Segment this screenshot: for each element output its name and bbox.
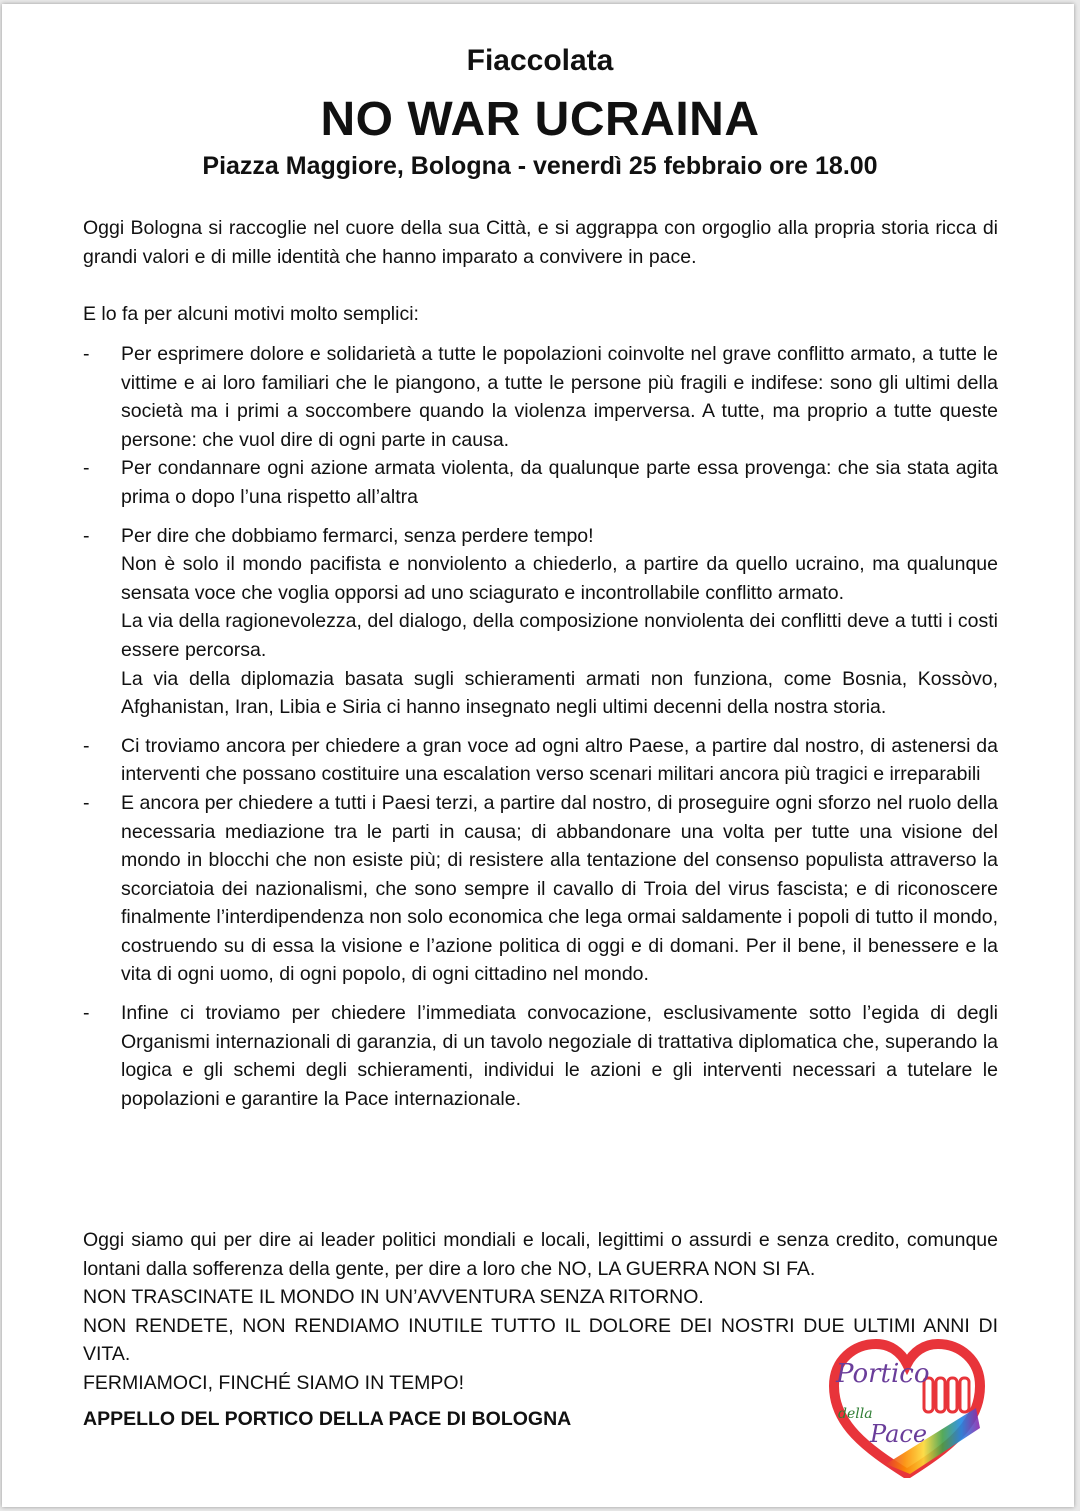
list-item — [83, 999, 998, 1113]
event-place-date: Piazza Maggiore, Bologna - venerdì 25 febbraio ore 18.00 — [202, 152, 878, 180]
bullet-dash: - — [83, 791, 90, 814]
logo-word-portico: Portico — [836, 1359, 930, 1389]
intro-text: Oggi Bologna si raccoglie nel cuore della sua Città, e si aggrappa con orgoglio alla propria storia ricca di grandi valori e di mille identità che hanno imparato a convivere in pace. — [83, 217, 998, 268]
bullet-dash: - — [83, 524, 90, 547]
bullet-dash: - — [83, 734, 90, 757]
closing-text: Oggi siamo qui per dire ai leader politici mondiali e locali, legittimi o assurdi e senza credito, comunque lontani dalla sofferenza della gente, per dire a loro che NO, LA GUERRA NON SI FA. — [83, 1229, 998, 1280]
list-item-text: Infine ci troviamo per chiedere l’immediata convocazione, esclusivamente sotto l’egida di degli Organismi internazionali di garanzia, di un tavolo negoziale di trattativa diplomatica che, superando la logica e gli schemi degli schieramenti, individui le azioni e gli interventi necessari a tutelare le popolazioni e garantire la Pace internazionale. — [121, 1002, 998, 1110]
closing-line: FERMIAMOCI, FINCHÉ SIAMO IN TEMPO! — [83, 1371, 464, 1394]
list-item-text: E ancora per chiedere a tutti i Paesi terzi, a partire dal nostro, di proseguire ogni sforzo nel ruolo della necessaria mediazione tra le parti in causa; di abbandonare una volta per tutte una visione del mondo in blocchi che non esiste più; di resistere alla tentazione del consenso populista attraverso la scorciatoia dei nazionalismi, che sono sempre il cavallo di Troia del virus fascista; e di riconoscere finalmente l’interdipendenza non solo economica che lega ormai saldamente i popoli di tutto il mondo, costruendo su di essa la visione e l’azione politica di oggi e di domani. Per il bene, il benessere e la vita di ogni uomo, di ogni popolo, di ogni cittadino nel mondo. — [121, 791, 998, 986]
list-item-paragraph: La via della diplomazia basata sugli schieramenti armati non funziona, come Bosnia, Kossòvo, Afghanistan, Iran, Libia e Siria ci hanno insegnato negli ultimi decenni della nostra storia. — [121, 667, 998, 719]
closing-line: NON RENDETE, NON RENDIAMO INUTILE TUTTO IL DOLORE DEI NOSTRI DUE ULTIMI ANNI DI VITA. — [83, 1314, 998, 1366]
event-title: NO WAR UCRAINA — [320, 93, 760, 146]
list-item — [83, 522, 998, 722]
logo-word-della: della — [838, 1406, 873, 1422]
bullet-dash: - — [83, 343, 90, 365]
portico-arches — [924, 1378, 969, 1412]
list-item-text: Per condannare ogni azione armata violenta, da qualunque parte essa provenga: che sia stata agita prima o dopo l’una rispetto all’altra — [121, 457, 998, 508]
bullet-dash: - — [83, 457, 90, 480]
list-item — [83, 789, 998, 989]
list-item-text: Per dire che dobbiamo fermarci, senza perdere tempo! — [121, 524, 594, 547]
list-item-paragraph: La via della ragionevolezza, del dialogo, della composizione nonviolenta dei conflitti deve a tutti i costi essere percorsa. — [121, 610, 998, 661]
portico-della-pace-logo — [826, 1338, 988, 1478]
closing-line: NON TRASCINATE IL MONDO IN UN’AVVENTURA SENZA RITORNO. — [83, 1286, 704, 1309]
list-item-text: Per esprimere dolore e solidarietà a tutte le popolazioni coinvolte nel grave conflitto armato, a tutte le vittime e ai loro familiari che le piangono, a tutte le persone più fragili e indifese: sono gli ultimi della società ma i primi a soccombere quando la violenza imperversa. A tutte, ma proprio a tutte queste persone: che vuol dire di ogni parte in causa. — [121, 343, 998, 451]
reasons-list — [83, 340, 998, 1113]
list-item — [83, 340, 998, 454]
list-item-paragraph: Non è solo il mondo pacifista e nonviolento a chiederlo, a partire da quello ucraino, ma qualunque sensata voce che voglia opporsi ad uno sciagurato e incontrollabile conflitto armato. — [121, 553, 998, 604]
list-item-text: Ci troviamo ancora per chiedere a gran voce ad ogni altro Paese, a partire dal nostro, di astenersi da interventi che possano costituire una escalation verso scenari militari ancora più tragici e irreparabili — [121, 734, 998, 786]
event-type: Fiaccolata — [466, 44, 614, 77]
intro-paragraph — [83, 214, 998, 271]
appeal-signature: APPELLO DEL PORTICO DELLA PACE DI BOLOGNA — [83, 1408, 572, 1430]
bullet-dash: - — [83, 1002, 90, 1025]
logo-word-pace: Pace — [870, 1420, 928, 1448]
lead-paragraph — [83, 300, 998, 329]
lead-text: E lo fa per alcuni motivi molto semplici: — [83, 303, 419, 325]
list-item — [83, 732, 998, 789]
list-item — [83, 454, 998, 511]
